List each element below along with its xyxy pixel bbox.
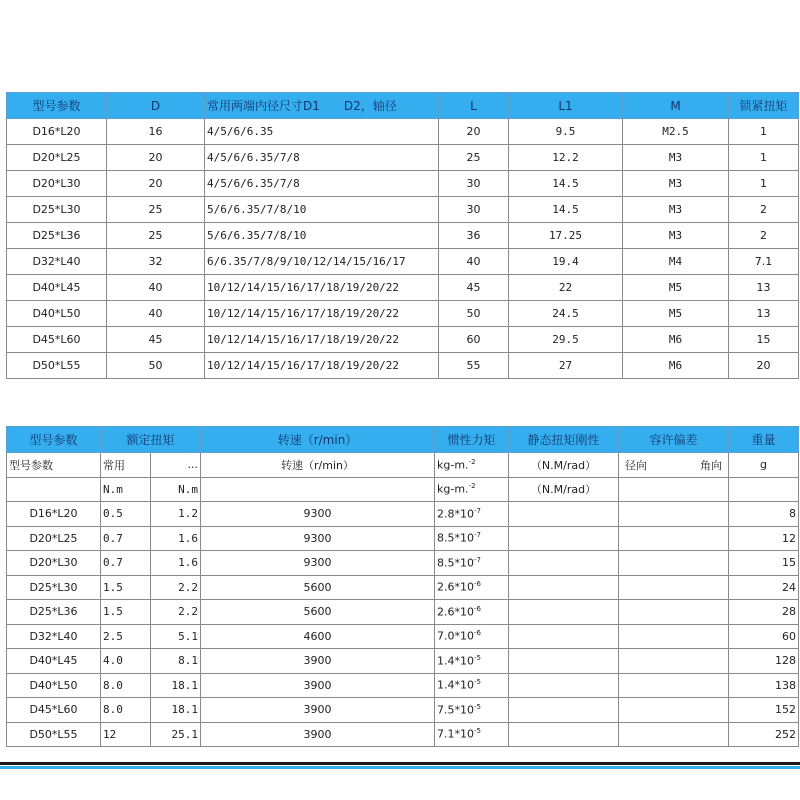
cell-l: 30 xyxy=(439,171,509,197)
cell-stiffness xyxy=(509,502,619,527)
cell-torque-common: 0.7 xyxy=(101,526,151,551)
cell-model: D45*L60 xyxy=(7,327,107,353)
cell-inertia: $2.6*10^{-6}$ xyxy=(435,575,509,600)
cell-d: 20 xyxy=(107,145,205,171)
cell-m: M2.5 xyxy=(623,119,729,145)
cell-l1: 27 xyxy=(509,353,623,379)
table-row xyxy=(7,353,799,379)
header-stiffness: 静态扭矩刚性 xyxy=(509,427,619,453)
cell-torque-max: 18.1 xyxy=(151,673,201,698)
cell-stiffness xyxy=(509,575,619,600)
cell-model: D25*L36 xyxy=(7,223,107,249)
header-rated-torque: 额定扭矩 xyxy=(101,427,201,453)
cell-bore-sizes: 10/12/14/15/16/17/18/19/20/22 xyxy=(205,327,439,353)
cell-model: D32*L40 xyxy=(7,624,101,649)
cell-l: 30 xyxy=(439,197,509,223)
header-l1: L1 xyxy=(509,93,623,119)
cell-d: 25 xyxy=(107,223,205,249)
cell-bore-sizes: 10/12/14/15/16/17/18/19/20/22 xyxy=(205,301,439,327)
cell-d: 40 xyxy=(107,301,205,327)
cell-model: D20*L25 xyxy=(7,145,107,171)
cell-deviation xyxy=(619,722,729,747)
cell-l1: 14.5 xyxy=(509,197,623,223)
cell-torque-max: 25.1 xyxy=(151,722,201,747)
bottom-accent-divider xyxy=(0,766,800,769)
cell-lock-torque: 15 xyxy=(729,327,799,353)
cell-model: D45*L60 xyxy=(7,698,101,723)
cell-torque-max: 1.2 xyxy=(151,502,201,527)
cell-torque-common: 8.0 xyxy=(101,698,151,723)
table-row xyxy=(7,722,799,747)
cell-bore-sizes: 4/5/6/6.35/7/8 xyxy=(205,145,439,171)
cell-model: D50*L55 xyxy=(7,722,101,747)
cell-m: M6 xyxy=(623,353,729,379)
cell-model: D40*L45 xyxy=(7,275,107,301)
cell-l: 60 xyxy=(439,327,509,353)
cell-stiffness xyxy=(509,673,619,698)
table-row xyxy=(7,551,799,576)
cell-inertia: $7.5*10^{-5}$ xyxy=(435,698,509,723)
cell-torque-common: 4.0 xyxy=(101,649,151,674)
cell-model: D40*L50 xyxy=(7,673,101,698)
cell-m: M5 xyxy=(623,275,729,301)
cell-bore-sizes: 6/6.35/7/8/9/10/12/14/15/16/17 xyxy=(205,249,439,275)
cell-l: 55 xyxy=(439,353,509,379)
cell-torque-common: 2.5 xyxy=(101,624,151,649)
cell-deviation xyxy=(619,575,729,600)
cell-model: D25*L36 xyxy=(7,600,101,625)
cell-stiffness xyxy=(509,551,619,576)
cell-m: M3 xyxy=(623,223,729,249)
unit-stiffness: （N.M/rad） xyxy=(509,477,619,502)
cell-inertia: $7.1*10^{-5}$ xyxy=(435,722,509,747)
cell-torque-common: 1.5 xyxy=(101,600,151,625)
sub-dev-radial: 径向 xyxy=(625,458,648,472)
table-row xyxy=(7,145,799,171)
performance-subheader-row xyxy=(7,453,799,478)
cell-d: 20 xyxy=(107,171,205,197)
cell-torque-common: 1.5 xyxy=(101,575,151,600)
cell-lock-torque: 2 xyxy=(729,223,799,249)
cell-torque-max: 18.1 xyxy=(151,698,201,723)
sub-speed: 转速（r/min） xyxy=(201,453,435,478)
cell-stiffness xyxy=(509,649,619,674)
cell-m: M3 xyxy=(623,145,729,171)
performance-units-row xyxy=(7,477,799,502)
cell-speed: 5600 xyxy=(201,600,435,625)
cell-inertia: $2.8*10^{-7}$ xyxy=(435,502,509,527)
cell-m: M3 xyxy=(623,197,729,223)
dimensions-table xyxy=(6,92,799,379)
cell-inertia: $8.5*10^{-7}$ xyxy=(435,526,509,551)
cell-deviation xyxy=(619,551,729,576)
cell-deviation xyxy=(619,624,729,649)
header-l: L xyxy=(439,93,509,119)
cell-inertia: $1.4*10^{-5}$ xyxy=(435,649,509,674)
cell-weight: 15 xyxy=(729,551,799,576)
table-row xyxy=(7,698,799,723)
cell-lock-torque: 2 xyxy=(729,197,799,223)
cell-deviation xyxy=(619,673,729,698)
cell-weight: 152 xyxy=(729,698,799,723)
cell-d: 50 xyxy=(107,353,205,379)
table-row xyxy=(7,301,799,327)
cell-l1: 19.4 xyxy=(509,249,623,275)
performance-header-row xyxy=(7,427,799,453)
cell-l: 45 xyxy=(439,275,509,301)
cell-speed: 3900 xyxy=(201,673,435,698)
cell-torque-common: 0.5 xyxy=(101,502,151,527)
unit-torque-a: N.m xyxy=(101,477,151,502)
header-weight: 重量 xyxy=(729,427,799,453)
cell-model: D40*L45 xyxy=(7,649,101,674)
cell-l1: 14.5 xyxy=(509,171,623,197)
cell-model: D20*L30 xyxy=(7,551,101,576)
cell-l1: 29.5 xyxy=(509,327,623,353)
sub-deviation xyxy=(619,453,729,478)
table-row xyxy=(7,249,799,275)
cell-l: 20 xyxy=(439,119,509,145)
cell-bore-sizes: 5/6/6.35/7/8/10 xyxy=(205,223,439,249)
cell-m: M6 xyxy=(623,327,729,353)
cell-speed: 9300 xyxy=(201,502,435,527)
cell-model: D16*L20 xyxy=(7,502,101,527)
cell-torque-max: 8.1 xyxy=(151,649,201,674)
cell-m: M5 xyxy=(623,301,729,327)
performance-table xyxy=(6,426,799,747)
cell-l1: 9.5 xyxy=(509,119,623,145)
cell-model: D25*L30 xyxy=(7,575,101,600)
header-m: M xyxy=(623,93,729,119)
cell-deviation xyxy=(619,526,729,551)
cell-inertia: $1.4*10^{-5}$ xyxy=(435,673,509,698)
cell-stiffness xyxy=(509,624,619,649)
header-bore-sizes: 常用两端内径尺寸D1 D2，轴径 xyxy=(205,93,439,119)
cell-lock-torque: 13 xyxy=(729,301,799,327)
table-row xyxy=(7,197,799,223)
cell-l: 36 xyxy=(439,223,509,249)
cell-m: M4 xyxy=(623,249,729,275)
cell-lock-torque: 1 xyxy=(729,119,799,145)
sub-inertia: kg-m.$^{-2}$ xyxy=(435,453,509,478)
cell-model: D20*L30 xyxy=(7,171,107,197)
cell-l: 25 xyxy=(439,145,509,171)
cell-weight: 60 xyxy=(729,624,799,649)
cell-weight: 252 xyxy=(729,722,799,747)
sub-torque-b: ... xyxy=(151,453,201,478)
sub-model: 型号参数 xyxy=(7,453,101,478)
unit-inertia: kg-m.$^{-2}$ xyxy=(435,477,509,502)
cell-torque-max: 2.2 xyxy=(151,600,201,625)
cell-deviation xyxy=(619,502,729,527)
cell-speed: 9300 xyxy=(201,551,435,576)
cell-torque-max: 1.6 xyxy=(151,526,201,551)
table-row xyxy=(7,327,799,353)
cell-torque-common: 0.7 xyxy=(101,551,151,576)
unit-torque-b: N.m xyxy=(151,477,201,502)
cell-l1: 24.5 xyxy=(509,301,623,327)
cell-bore-sizes: 10/12/14/15/16/17/18/19/20/22 xyxy=(205,353,439,379)
sub-stiffness: （N.M/rad） xyxy=(509,453,619,478)
sub-dev-angular: 角向 xyxy=(700,458,723,472)
cell-deviation xyxy=(619,698,729,723)
cell-l1: 22 xyxy=(509,275,623,301)
cell-stiffness xyxy=(509,526,619,551)
cell-lock-torque: 20 xyxy=(729,353,799,379)
table-row xyxy=(7,600,799,625)
cell-weight: 138 xyxy=(729,673,799,698)
cell-torque-common: 8.0 xyxy=(101,673,151,698)
table-row xyxy=(7,575,799,600)
table-row xyxy=(7,223,799,249)
cell-l1: 17.25 xyxy=(509,223,623,249)
header-model: 型号参数 xyxy=(7,427,101,453)
sub-torque-a: 常用 xyxy=(101,453,151,478)
cell-speed: 3900 xyxy=(201,722,435,747)
cell-bore-sizes: 4/5/6/6.35/7/8 xyxy=(205,171,439,197)
cell-inertia: $2.6*10^{-6}$ xyxy=(435,600,509,625)
cell-lock-torque: 7.1 xyxy=(729,249,799,275)
cell-d: 16 xyxy=(107,119,205,145)
table-row xyxy=(7,171,799,197)
cell-l: 50 xyxy=(439,301,509,327)
table-row xyxy=(7,119,799,145)
cell-d: 40 xyxy=(107,275,205,301)
cell-inertia: $8.5*10^{-7}$ xyxy=(435,551,509,576)
cell-d: 32 xyxy=(107,249,205,275)
header-lock-torque: 锁紧扭矩 xyxy=(729,93,799,119)
cell-model: D50*L55 xyxy=(7,353,107,379)
table-row xyxy=(7,526,799,551)
cell-stiffness xyxy=(509,600,619,625)
header-model: 型号参数 xyxy=(7,93,107,119)
cell-bore-sizes: 4/5/6/6.35 xyxy=(205,119,439,145)
cell-weight: 128 xyxy=(729,649,799,674)
cell-weight: 12 xyxy=(729,526,799,551)
bottom-divider xyxy=(0,762,800,765)
header-speed: 转速（r/min） xyxy=(201,427,435,453)
cell-lock-torque: 1 xyxy=(729,145,799,171)
cell-weight: 28 xyxy=(729,600,799,625)
header-d: D xyxy=(107,93,205,119)
cell-weight: 8 xyxy=(729,502,799,527)
cell-model: D20*L25 xyxy=(7,526,101,551)
cell-l1: 12.2 xyxy=(509,145,623,171)
cell-l: 40 xyxy=(439,249,509,275)
cell-lock-torque: 13 xyxy=(729,275,799,301)
cell-weight: 24 xyxy=(729,575,799,600)
table-row xyxy=(7,502,799,527)
cell-speed: 3900 xyxy=(201,698,435,723)
table-row xyxy=(7,673,799,698)
header-inertia: 惯性力矩 xyxy=(435,427,509,453)
cell-model: D16*L20 xyxy=(7,119,107,145)
cell-inertia: $7.0*10^{-6}$ xyxy=(435,624,509,649)
cell-torque-max: 5.1 xyxy=(151,624,201,649)
header-deviation: 容许偏差 xyxy=(619,427,729,453)
table-row xyxy=(7,624,799,649)
cell-torque-max: 2.2 xyxy=(151,575,201,600)
cell-m: M3 xyxy=(623,171,729,197)
dimensions-header-row xyxy=(7,93,799,119)
cell-model: D40*L50 xyxy=(7,301,107,327)
cell-stiffness xyxy=(509,698,619,723)
cell-speed: 9300 xyxy=(201,526,435,551)
cell-d: 45 xyxy=(107,327,205,353)
table-row xyxy=(7,649,799,674)
cell-torque-max: 1.6 xyxy=(151,551,201,576)
cell-model: D32*L40 xyxy=(7,249,107,275)
cell-bore-sizes: 5/6/6.35/7/8/10 xyxy=(205,197,439,223)
cell-deviation xyxy=(619,600,729,625)
table-row xyxy=(7,275,799,301)
cell-lock-torque: 1 xyxy=(729,171,799,197)
cell-stiffness xyxy=(509,722,619,747)
sub-weight: g xyxy=(729,453,799,478)
cell-bore-sizes: 10/12/14/15/16/17/18/19/20/22 xyxy=(205,275,439,301)
cell-d: 25 xyxy=(107,197,205,223)
cell-speed: 3900 xyxy=(201,649,435,674)
cell-deviation xyxy=(619,649,729,674)
cell-model: D25*L30 xyxy=(7,197,107,223)
cell-speed: 4600 xyxy=(201,624,435,649)
cell-torque-common: 12 xyxy=(101,722,151,747)
cell-speed: 5600 xyxy=(201,575,435,600)
